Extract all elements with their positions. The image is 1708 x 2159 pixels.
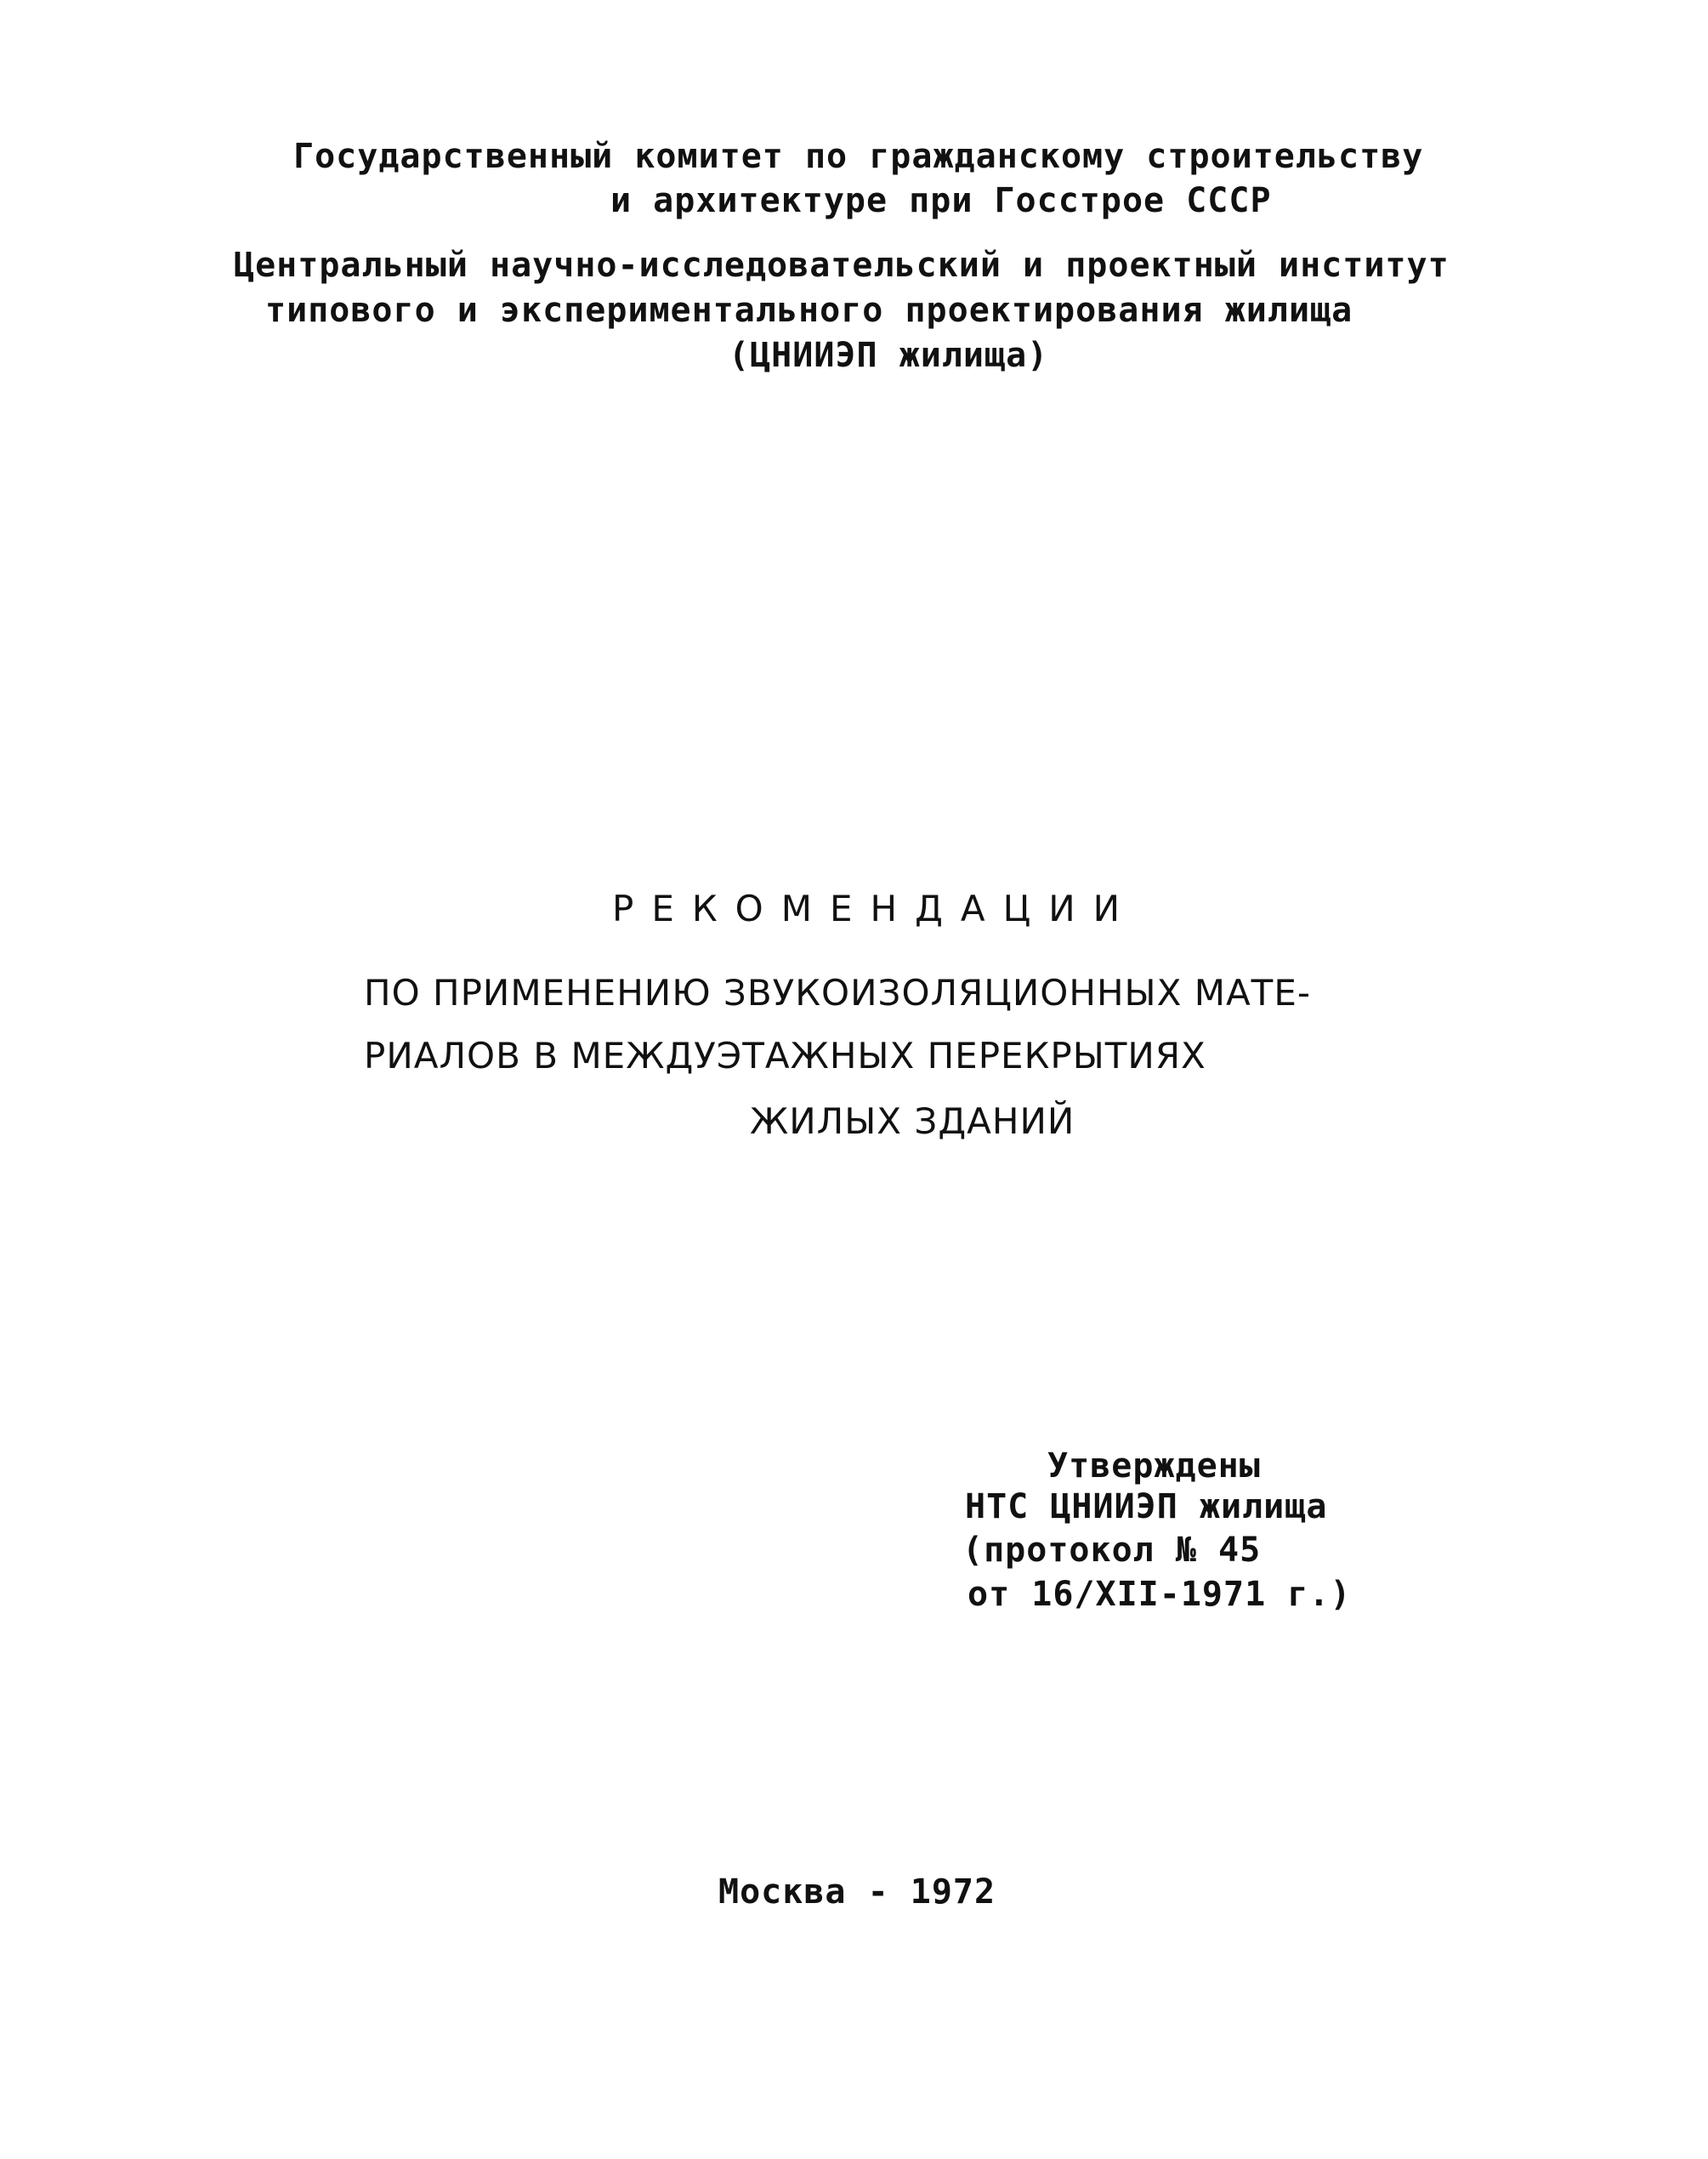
institute-line-3: (ЦНИИЭП жилища): [729, 336, 1049, 375]
approval-line-1: Утверждены: [1047, 1446, 1261, 1486]
committee-line-2: и архитектуре при Госстрое СССР: [610, 181, 1272, 220]
institute-line-1: Центральный научно-исследовательский и проектный институт: [234, 246, 1450, 285]
place-and-year: Москва - 1972: [718, 1872, 996, 1912]
institute-line-2: типового и экспериментального проектирования жилища: [265, 291, 1353, 330]
approval-line-2: НТС ЦНИИЭП жилища: [965, 1487, 1328, 1526]
document-title: РЕКОМЕНДАЦИИ: [612, 888, 1138, 929]
approval-line-4: от 16/XII-1971 г.): [967, 1575, 1352, 1614]
document-subtitle-line-2: РИАЛОВ В МЕЖДУЭТАЖНЫХ ПЕРЕКРЫТИЯХ: [364, 1035, 1206, 1077]
committee-line-1: Государственный комитет по гражданскому строительству: [293, 137, 1424, 176]
approval-line-3: (протокол № 45: [962, 1531, 1262, 1570]
document-subtitle-line-1: ПО ПРИМЕНЕНИЮ ЗВУКОИЗОЛЯЦИОННЫХ МАТЕ-: [364, 972, 1312, 1014]
document-subtitle-line-3: ЖИЛЫХ ЗДАНИЙ: [750, 1100, 1075, 1142]
